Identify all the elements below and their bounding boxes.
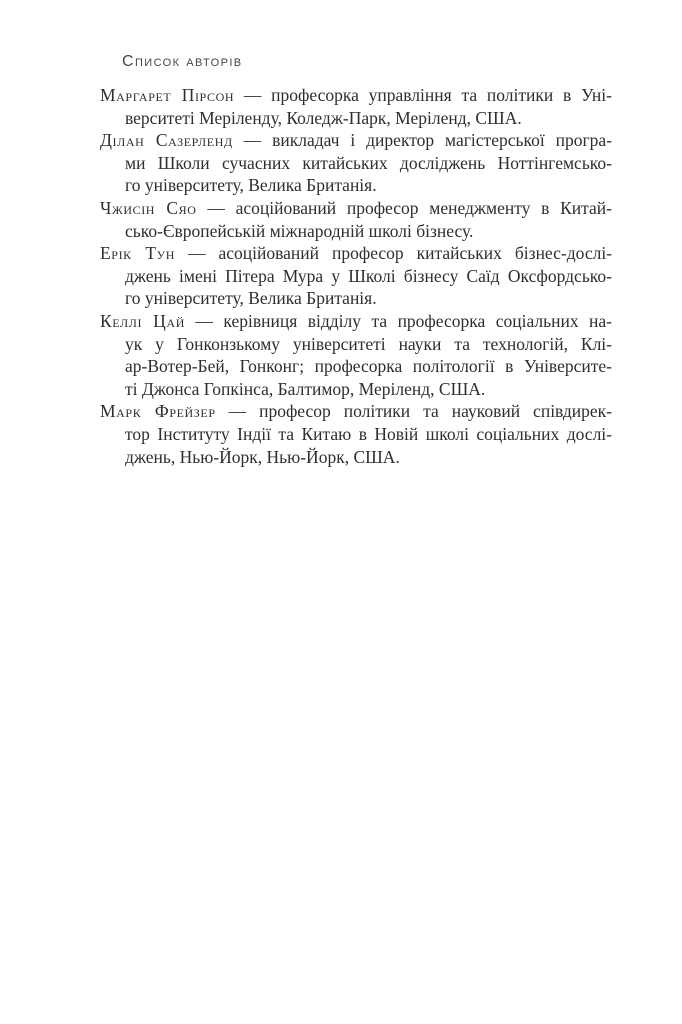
entry-line: го університету, Велика Британія. [125, 175, 377, 196]
entry-line: го університету, Велика Британія. [125, 288, 377, 309]
author-entry [100, 129, 612, 197]
author-entry [100, 310, 612, 400]
entry-first-line-text: — асоційований професор менеджменту в Китай- [196, 197, 612, 218]
entry-first-line-text: — професорка управління та політики в Уні- [234, 85, 612, 105]
author-entry [100, 197, 612, 242]
author-name: Чжисін Сяо [100, 197, 197, 218]
author-entry [100, 84, 612, 129]
author-name: Келлі Цай [100, 310, 185, 331]
entry-line: ми Школи сучасних китайських досліджень Ноттінгемсько- [125, 152, 612, 173]
entry-first-line [100, 197, 612, 220]
entry-line: джень, Нью-Йорк, Нью-Йорк, США. [125, 446, 400, 467]
entry-first-line [100, 310, 612, 333]
entry-first-line-text: — професор політики та науковий співдирек- [215, 401, 612, 422]
entry-first-line [100, 400, 612, 423]
author-list [100, 84, 613, 468]
author-name: Марк Фрейзер [100, 401, 216, 422]
entry-line: ті Джонса Гопкінса, Балтимор, Меріленд, США. [125, 378, 486, 399]
author-name: Ерік Тун [100, 243, 176, 264]
entry-first-line [100, 129, 612, 152]
entry-line: джень імені Пітера Мура у Школі бізнесу Саїд Оксфордсько- [125, 265, 612, 286]
entry-line: тор Інституту Індії та Китаю в Новій школі соціальних дослі- [125, 423, 612, 444]
entry-first-line [100, 242, 612, 265]
author-name: Маргарет Пірсон [100, 85, 235, 105]
author-name: Ділан Сазерленд [100, 130, 233, 151]
entry-first-line-text: — викладач і директор магістерської програ- [232, 130, 612, 151]
entry-line: верситеті Меріленду, Коледж-Парк, Меріленд, США. [125, 107, 522, 128]
entry-line: сько-Європейській міжнародній школі бізнесу. [125, 220, 474, 241]
entry-line: ук у Гонконзькому університеті науки та технологій, Клі- [125, 333, 612, 354]
author-entry [100, 242, 613, 310]
author-entry [100, 400, 612, 468]
entry-first-line-text: — асоційований професор китайських бізнес-дослі- [175, 243, 613, 264]
entry-first-line [100, 84, 612, 107]
entry-line: ар-Вотер-Бей, Гонконг; професорка політології в Університе- [125, 356, 612, 377]
page-header: Список авторів [122, 53, 243, 70]
entry-first-line-text: — керівниця відділу та професорка соціальних на- [184, 310, 612, 331]
